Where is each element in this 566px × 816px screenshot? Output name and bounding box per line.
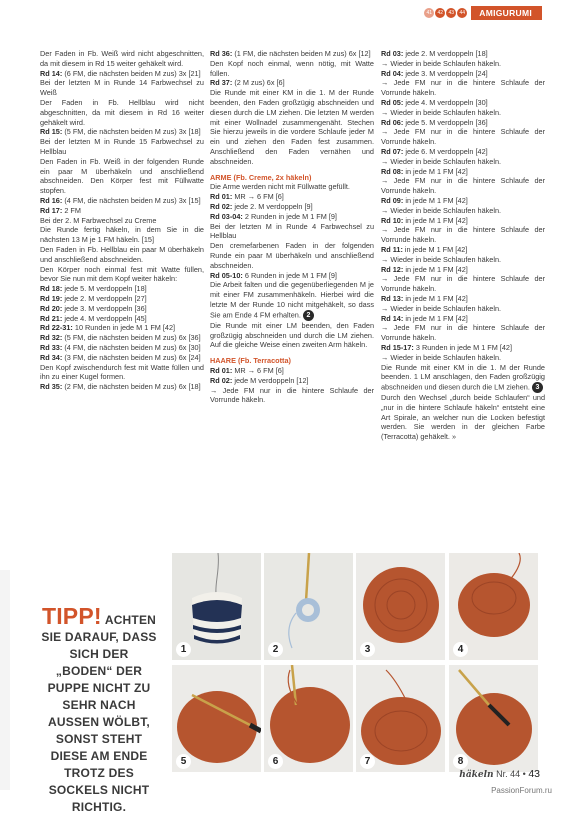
instruction-text: Die Arme werden nicht mit Füllwatte gefüllt.: [210, 182, 350, 192]
instruction-paragraph: [40, 382, 204, 392]
instruction-paragraph: [40, 314, 204, 324]
instruction-paragraph: [40, 284, 204, 294]
instruction-text: Den Kopf noch einmal, wenn nötig, mit Watte füllen.: [210, 58, 374, 78]
instruction-paragraph: [381, 196, 545, 206]
instruction-text: jede M verdoppeln [12]: [232, 375, 309, 385]
instruction-text: Der Faden in Fb. Hellblau wird nicht abgeschnitten, da mit diesem in Rd 16 weiter gehäkelt wird.: [40, 97, 204, 127]
instruction-text: jede 2. M verdoppeln [27]: [62, 293, 147, 303]
instruction-text: Den Körper noch einmal fest mit Watte füllen, bevor Sie nun mit dem Kopf weiter häkeln:: [40, 264, 204, 284]
instruction-paragraph: [210, 386, 374, 406]
instruction-paragraph: [40, 353, 204, 363]
instruction-text: jede 6. M verdoppeln [42]: [403, 146, 488, 156]
instruction-paragraph: [381, 108, 545, 118]
section-header: [424, 6, 542, 20]
instruction-paragraph: [381, 274, 545, 294]
instruction-text: → Jede FM nur in die hintere Schlaufe der Vorrunde häkeln.: [381, 274, 545, 294]
instruction-paragraph: [381, 118, 545, 128]
instruction-text: 2 FM: [62, 205, 81, 215]
instruction-text: Die Runde fertig häkeln, in dem Sie in die nächsten 13 M je 1 FM häkeln. [15]: [40, 225, 204, 245]
instruction-text: → Wieder in beide Schlaufen häkeln.: [381, 107, 502, 117]
instruction-paragraph: [210, 271, 374, 281]
instruction-text: → Jede FM nur in die hintere Schlaufe der Vorrunde häkeln.: [210, 385, 374, 405]
round-label: Rd 14:: [40, 68, 63, 78]
instruction-text: jede 3. M verdoppeln [36]: [62, 303, 147, 313]
step-photo-2: [264, 553, 353, 660]
round-label: Rd 06:: [381, 117, 404, 127]
page-dot: 43: [446, 8, 456, 18]
text-column-2: [210, 49, 374, 405]
instruction-paragraph: [381, 314, 545, 324]
step-number: 5: [176, 754, 191, 769]
round-label: Rd 08:: [381, 166, 404, 176]
instruction-text: in jede M 1 FM [42]: [402, 244, 468, 254]
instruction-paragraph: [40, 216, 204, 226]
round-label: Rd 15-17:: [381, 342, 414, 352]
round-label: Rd 36:: [210, 49, 233, 58]
step-number: 1: [176, 642, 191, 657]
instruction-text: jede 4. M verdoppeln [30]: [403, 97, 488, 107]
instruction-text: jede 5. M verdoppeln [18]: [62, 284, 147, 294]
instruction-text: 2 Runden in jede M 1 FM [9]: [242, 211, 337, 221]
round-label: Rd 22-31:: [40, 323, 73, 333]
page-edge-shade: [0, 570, 10, 790]
instruction-text: (4 FM, die nächsten beiden M zus) 3x [15]: [62, 195, 201, 205]
photo-reference-badge: 2: [303, 310, 314, 321]
round-label: Rd 12:: [381, 264, 404, 274]
instruction-text: in jede M 1 FM [42]: [403, 166, 468, 176]
instruction-paragraph: [40, 343, 204, 353]
instruction-paragraph: [210, 192, 374, 202]
instruction-text: 3 Runden in jede M 1 FM [42]: [413, 342, 513, 352]
tip-title: TIPP!: [41, 603, 102, 629]
instruction-paragraph: [40, 127, 204, 137]
instruction-text: (5 FM, die nächsten beiden M zus) 6x [36]: [62, 333, 201, 343]
round-label: Rd 21:: [40, 313, 63, 323]
page-dot: 41: [424, 8, 434, 18]
instruction-text: (4 FM, die nächsten beiden M zus) 6x [30]: [62, 342, 201, 352]
instruction-text: Bei der 2. M Farbwechsel zu Creme: [40, 215, 157, 225]
instruction-paragraph: [210, 212, 374, 222]
step-photo-6: [264, 665, 353, 772]
instruction-paragraph: [40, 78, 204, 98]
instruction-paragraph: [210, 366, 374, 376]
page-number: 43: [528, 768, 540, 780]
round-label: Rd 14:: [381, 313, 404, 323]
instruction-text: (5 FM, die nächsten beiden M zus) 3x [18]: [62, 127, 201, 137]
instruction-paragraph: [381, 294, 545, 304]
instruction-text: Die Runde mit einer KM in die 1. M der Runde beenden, den Faden großzügig abschneiden und diesen durch die LM ziehen. Die letzten M werden mit einer Wollnadel zusammengenäht. Stechen Sie hierzu jeweils in die vordere Schlaufe jeder M ein und ziehen den Faden fest zusammen. Anschließend den Faden vernähen und abschneiden.: [210, 88, 374, 166]
instruction-paragraph: [381, 167, 545, 177]
round-label: Rd 02:: [210, 375, 233, 385]
instruction-paragraph: [40, 323, 204, 333]
instruction-text: Die Runde mit einer KM in die 1. M der Runde beenden. 1 LM anschlagen, den Faden großzügig abschneiden und diesen durch die LM ziehen.: [381, 362, 545, 392]
instruction-paragraph: [40, 157, 204, 196]
instruction-text: Den Faden in Fb. Hellblau ein paar M überhäkeln und anschließend abschneiden.: [40, 244, 204, 264]
section-heading: [210, 356, 374, 366]
instruction-text: (1 FM, die nächsten beiden M zus) 6x [12]: [232, 49, 371, 58]
instruction-paragraph: [210, 321, 374, 350]
instruction-paragraph: [210, 376, 374, 386]
instruction-paragraph: [381, 323, 545, 343]
instruction-text: → Jede FM nur in die hintere Schlaufe der Vorrunde häkeln.: [381, 78, 545, 98]
instruction-text: in jede M 1 FM [42]: [403, 313, 468, 323]
instruction-paragraph: [381, 265, 545, 275]
instruction-text: → Jede FM nur in die hintere Schlaufe der Vorrunde häkeln.: [381, 323, 545, 343]
instruction-paragraph: [381, 393, 545, 442]
instruction-paragraph: [381, 176, 545, 196]
instruction-paragraph: [210, 88, 374, 166]
round-label: Rd 04:: [381, 68, 404, 78]
instruction-text: Durch den Wechsel „durch beide Schlaufen“ und „nur in die hintere Schlaufe häkeln“ entsteht eine Art Spirale, an welcher nun die Locken befestigt werden. Sie werden in der gleichen Farbe (Terracotta) gehäkelt. »: [381, 393, 545, 442]
round-label: Rd 07:: [381, 146, 404, 156]
instruction-paragraph: [40, 245, 204, 265]
instruction-text: Bei der letzten M in Runde 4 Farbwechsel zu Hellblau: [210, 221, 374, 241]
instruction-paragraph: [40, 206, 204, 216]
issue-number: Nr. 44: [496, 769, 521, 779]
round-label: Rd 15:: [40, 127, 63, 137]
instruction-paragraph: [40, 69, 204, 79]
round-label: Rd 09:: [381, 195, 404, 205]
instruction-text: Die Arbeit falten und die gegenüberliegenden M je mit einer FM zusammenhäkeln. Hierbei wird die letzte M der Runde 10 nicht mitgehäkelt, so dass Sie am Ende 4 FM erhalten.: [210, 280, 374, 320]
round-label: Rd 01:: [210, 365, 233, 375]
instruction-paragraph: [210, 49, 374, 59]
instruction-paragraph: [210, 280, 374, 320]
instruction-text: jede 2. M verdoppeln [9]: [232, 201, 313, 211]
round-label: Rd 33:: [40, 342, 63, 352]
step-number: 3: [360, 642, 375, 657]
instruction-text: (3 FM, die nächsten beiden M zus) 6x [24]: [62, 352, 201, 362]
section-heading-text: ARME (Fb. Creme, 2x häkeln): [210, 172, 312, 182]
instruction-text: Der Faden in Fb. Weiß wird nicht abgeschnitten, da mit diesem in Rd 15 weiter gehäkelt wird.: [40, 49, 204, 68]
instruction-paragraph: [381, 216, 545, 226]
round-label: Rd 11:: [381, 244, 403, 254]
step-photo-3: [356, 553, 445, 660]
instruction-text: MR → 6 FM [6]: [232, 365, 284, 375]
instruction-paragraph: [381, 147, 545, 157]
round-label: Rd 18:: [40, 284, 63, 294]
instruction-text: → Wieder in beide Schlaufen häkeln.: [381, 303, 502, 313]
text-column-1: [40, 49, 204, 392]
round-label: Rd 13:: [381, 293, 404, 303]
tip-text: ACHTEN SIE DARAUF, DASS SICH DER „BODEN“ DER PUPPE NICHT ZU SEHR NACH AUSSEN WÖLBT, SONST STEHT DIESE AM ENDE TROTZ DES SOCKELS NICHT RICHTIG.: [41, 613, 157, 814]
step-photo-7: [356, 665, 445, 772]
instruction-text: → Wieder in beide Schlaufen häkeln.: [381, 156, 502, 166]
instruction-text: Bei der letzten M in Runde 15 Farbwechsel zu Hellblau: [40, 137, 204, 156]
photo-reference-badge: 3: [532, 382, 543, 393]
instruction-text: Den cremefarbenen Faden in der folgenden Runde ein paar M überhäkeln und anschließend abschneiden.: [210, 241, 374, 270]
instruction-text: → Jede FM nur in die hintere Schlaufe der Vorrunde häkeln.: [381, 176, 545, 196]
instruction-paragraph: [40, 294, 204, 304]
round-label: Rd 19:: [40, 293, 63, 303]
round-label: Rd 01:: [210, 192, 233, 202]
instruction-text: in jede M 1 FM [42]: [403, 293, 468, 303]
round-label: Rd 05-10:: [210, 270, 243, 280]
instruction-text: 6 Runden in jede M 1 FM [9]: [242, 270, 337, 280]
instruction-text: → Wieder in beide Schlaufen häkeln.: [381, 58, 502, 68]
instruction-text: jede 5. M verdoppeln [36]: [403, 117, 488, 127]
step-photo-8: [449, 665, 538, 772]
instruction-paragraph: [381, 245, 545, 255]
instruction-text: jede 3. M verdoppeln [24]: [403, 68, 488, 78]
page-dot: 42: [435, 8, 445, 18]
instruction-paragraph: [381, 98, 545, 108]
round-label: Rd 10:: [381, 215, 404, 225]
round-label: Rd 16:: [40, 195, 63, 205]
instruction-text: (6 FM, die nächsten beiden M zus) 3x [21]: [62, 68, 201, 78]
page-footer: [459, 768, 540, 780]
instruction-paragraph: [210, 222, 374, 242]
instruction-paragraph: [381, 353, 545, 363]
instruction-text: MR → 6 FM [6]: [232, 192, 284, 202]
instruction-text: jede 4. M verdoppeln [45]: [62, 313, 147, 323]
instruction-text: → Jede FM nur in die hintere Schlaufe der Vorrunde häkeln.: [381, 127, 545, 147]
round-label: Rd 20:: [40, 303, 63, 313]
instruction-paragraph: [210, 241, 374, 270]
instruction-text: → Jede FM nur in die hintere Schlaufe der Vorrunde häkeln.: [381, 225, 545, 245]
step-photo-4: [449, 553, 538, 660]
instruction-text: Den Faden in Fb. Weiß in der folgenden Runde ein paar M überhäkeln und anschließend abschneiden. Den Körper fest mit Füllwatte stopfen.: [40, 156, 204, 196]
instruction-text: in jede M 1 FM [42]: [403, 264, 468, 274]
instruction-paragraph: [210, 78, 374, 88]
tip-box: [40, 603, 158, 816]
instruction-text: (2 M zus) 6x [6]: [232, 78, 285, 88]
round-label: Rd 35:: [40, 382, 63, 392]
footer-bullet: •: [522, 769, 526, 779]
page-dot: 44: [457, 8, 467, 18]
instruction-paragraph: [381, 49, 545, 59]
instruction-paragraph: [40, 49, 204, 69]
step-number: 7: [360, 754, 375, 769]
instruction-text: in jede M 1 FM [42]: [403, 215, 468, 225]
instruction-text: Den Kopf zwischendurch fest mit Watte füllen und ihn zu einer Kugel formen.: [40, 362, 204, 382]
step-number: 8: [453, 754, 468, 769]
instruction-paragraph: [40, 196, 204, 206]
round-label: Rd 03:: [381, 49, 404, 58]
step-photo-5: [172, 665, 261, 772]
instruction-paragraph: [381, 304, 545, 314]
instruction-paragraph: [40, 137, 204, 157]
instruction-paragraph: [40, 304, 204, 314]
round-label: Rd 34:: [40, 352, 63, 362]
round-label: Rd 05:: [381, 97, 404, 107]
instruction-text: Die Runde mit einer LM beenden, den Faden großzügig abschneiden und durch die LM ziehen. Auf die gleiche Weise einen zweiten Arm häkeln.: [210, 320, 374, 350]
round-label: Rd 03-04:: [210, 211, 243, 221]
magazine-brand: häkeln: [459, 770, 494, 780]
round-label: Rd 02:: [210, 201, 233, 211]
instruction-text: jede 2. M verdoppeln [18]: [403, 49, 488, 58]
instruction-paragraph: [381, 363, 545, 394]
instruction-paragraph: [381, 78, 545, 98]
instruction-paragraph: [210, 202, 374, 212]
instruction-paragraph: [381, 255, 545, 265]
instruction-text: → Wieder in beide Schlaufen häkeln.: [381, 205, 502, 215]
instruction-paragraph: [40, 265, 204, 285]
instruction-text: → Wieder in beide Schlaufen häkeln.: [381, 254, 502, 264]
section-heading-text: HAARE (Fb. Terracotta): [210, 356, 291, 366]
round-label: Rd 37:: [210, 78, 233, 88]
instruction-paragraph: [210, 59, 374, 79]
text-column-3: [381, 49, 545, 442]
instruction-text: → Wieder in beide Schlaufen häkeln.: [381, 352, 502, 362]
category-label: AMIGURUMI: [471, 6, 542, 20]
instruction-paragraph: [381, 69, 545, 79]
instruction-text: 10 Runden in jede M 1 FM [42]: [72, 323, 176, 333]
round-label: Rd 32:: [40, 333, 63, 343]
instruction-paragraph: [210, 182, 374, 192]
section-heading: [210, 173, 374, 183]
instruction-paragraph: [381, 343, 545, 353]
instruction-paragraph: [40, 333, 204, 343]
instruction-paragraph: [40, 225, 204, 245]
instruction-paragraph: [381, 206, 545, 216]
round-label: Rd 17:: [40, 205, 63, 215]
step-number: 6: [268, 754, 283, 769]
watermark: PassionForum.ru: [491, 786, 552, 795]
instruction-paragraph: [381, 59, 545, 69]
instruction-paragraph: [381, 157, 545, 167]
instruction-paragraph: [381, 127, 545, 147]
instruction-paragraph: [40, 363, 204, 383]
instruction-text: in jede M 1 FM [42]: [403, 195, 468, 205]
instruction-paragraph: [381, 225, 545, 245]
instruction-text: Bei der letzten M in Runde 14 Farbwechsel zu Weiß: [40, 78, 204, 98]
instruction-text: (2 FM, die nächsten beiden M zus) 6x [18]: [62, 382, 201, 392]
step-number: 2: [268, 642, 283, 657]
step-photo-1: [172, 553, 261, 660]
instruction-paragraph: [40, 98, 204, 127]
step-number: 4: [453, 642, 468, 657]
